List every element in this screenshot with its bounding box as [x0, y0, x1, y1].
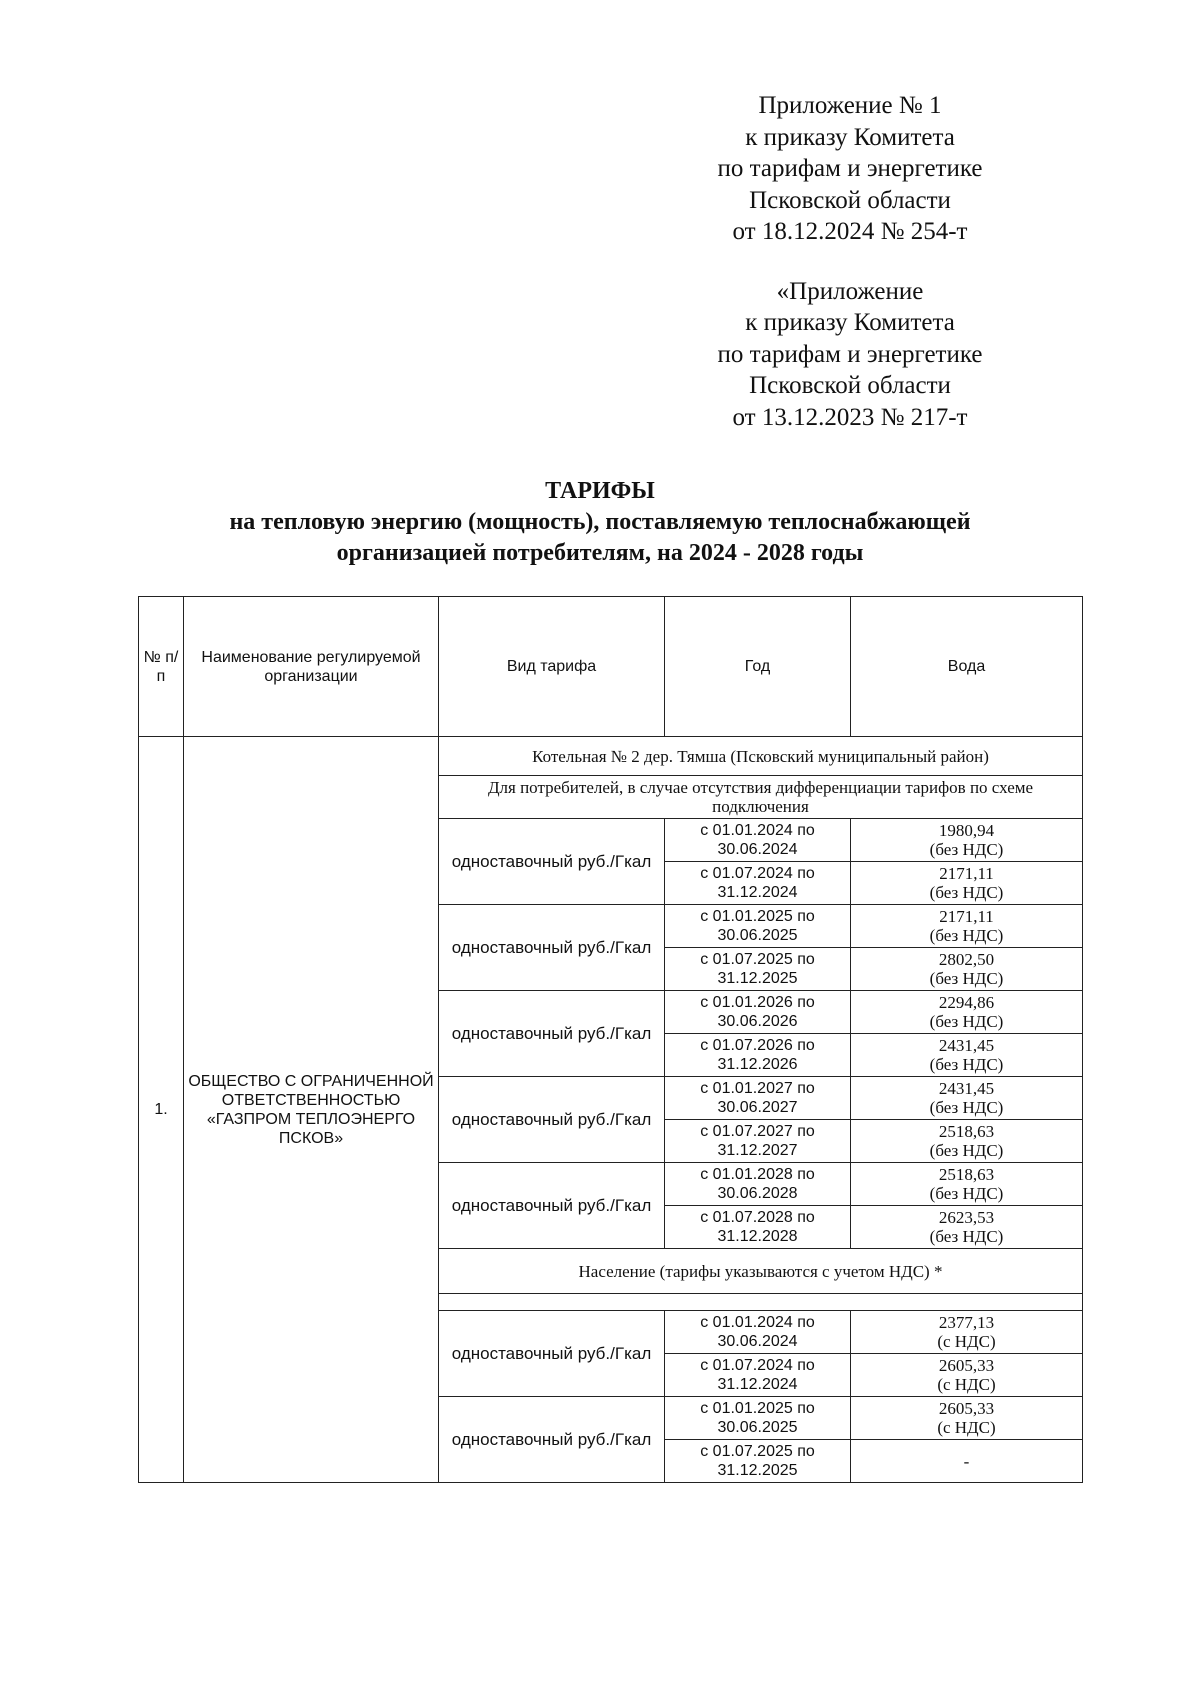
value-number: 2605,33: [938, 1399, 995, 1418]
period-cell: с 01.01.2027 по 30.06.2027: [665, 1077, 851, 1120]
tariff-value: [851, 1206, 1083, 1249]
appendix1-line: Приложение № 1: [758, 92, 942, 119]
tariff-value: [851, 1120, 1083, 1163]
appendix2-line: к приказу Комитета: [745, 309, 955, 336]
appendix-header: [640, 90, 1060, 433]
vat-note: (без НДС): [929, 926, 1004, 945]
vat-note: (без НДС): [929, 1184, 1004, 1203]
value-number: 2802,50: [938, 950, 995, 969]
value-number: 1980,94: [938, 821, 995, 840]
period-cell: с 01.07.2025 по 31.12.2025: [665, 948, 851, 991]
period-cell: с 01.01.2024 по 30.06.2024: [665, 1311, 851, 1354]
appendix1-line: Псковской области: [749, 186, 951, 214]
tariff-kind: одноставочный руб./Гкал: [439, 1077, 665, 1163]
header-num: № п/ п: [139, 597, 184, 737]
tariff-value: [851, 819, 1083, 862]
title-line: на тепловую энергию (мощность), поставляемую теплоснабжающей: [229, 509, 971, 535]
value-number: 2605,33: [938, 1356, 995, 1375]
tariff-value: [851, 862, 1083, 905]
vat-note: (без НДС): [929, 1055, 1004, 1074]
appendix1-line: от 18.12.2024 № 254-т: [732, 218, 968, 245]
tariff-kind: одноставочный руб./Гкал: [439, 1311, 665, 1397]
tariff-kind: одноставочный руб./Гкал: [439, 1397, 665, 1483]
tariff-value: [851, 1440, 1083, 1483]
org-name: ОБЩЕСТВО С ОГРАНИЧЕННОЙ ОТВЕТСТВЕННОСТЬЮ «ГАЗПРОМ ТЕПЛОЭНЕРГО ПСКОВ»: [184, 737, 439, 1483]
vat-note: (без НДС): [929, 1012, 1004, 1031]
tariff-kind: одноставочный руб./Гкал: [439, 991, 665, 1077]
period-cell: с 01.07.2028 по 31.12.2028: [665, 1206, 851, 1249]
title-line: организацией потребителям, на 2024 - 2028 годы: [336, 540, 864, 566]
tariff-value: [851, 948, 1083, 991]
tariff-value: [851, 1077, 1083, 1120]
appendix2-line: «Приложение: [776, 277, 924, 305]
vat-note: (без НДС): [929, 969, 1004, 988]
appendix2-line: от 13.12.2023 № 217-т: [732, 403, 968, 431]
vat-note: (без НДС): [929, 840, 1004, 859]
vat-note: (с НДС): [937, 1332, 996, 1351]
tariff-table: [138, 596, 1083, 1483]
tariff-kind: одноставочный руб./Гкал: [439, 1163, 665, 1249]
tariff-value: [851, 991, 1083, 1034]
title-line: ТАРИФЫ: [545, 478, 655, 504]
vat-note: (с НДС): [937, 1418, 996, 1437]
period-cell: с 01.07.2026 по 31.12.2026: [665, 1034, 851, 1077]
tariff-value: [851, 1311, 1083, 1354]
value-number: 2431,45: [938, 1036, 995, 1055]
header-org: Наименование регулируемой организации: [184, 597, 439, 737]
appendix1-line: к приказу Комитета: [745, 123, 955, 151]
value-number: 2623,53: [938, 1208, 995, 1227]
vat-note: (без НДС): [929, 1098, 1004, 1117]
tariff-value: [851, 1034, 1083, 1077]
population-section: Население (тарифы указываются с учетом НДС) *: [439, 1249, 1083, 1294]
vat-note: (без НДС): [929, 1227, 1004, 1246]
period-cell: с 01.01.2024 по 30.06.2024: [665, 819, 851, 862]
header-tariff-type: Вид тарифа: [439, 597, 665, 737]
vat-note: (без НДС): [929, 883, 1004, 902]
appendix2-line: Псковской области: [749, 372, 951, 399]
period-cell: с 01.01.2026 по 30.06.2026: [665, 991, 851, 1034]
table-header-row: [139, 597, 1083, 737]
value-number: 2518,63: [938, 1165, 995, 1184]
tariff-kind: одноставочный руб./Гкал: [439, 905, 665, 991]
tariff-value: [851, 1354, 1083, 1397]
consumers-section: Для потребителей, в случае отсутствия дифференциации тарифов по схеме подключения: [439, 776, 1083, 819]
tariff-value: [851, 1397, 1083, 1440]
period-cell: с 01.07.2025 по 31.12.2025: [665, 1440, 851, 1483]
tariff-value: [851, 905, 1083, 948]
value-number: 2431,45: [938, 1079, 995, 1098]
appendix2-line: по тарифам и энергетике: [717, 340, 983, 368]
value-number: 2294,86: [938, 993, 995, 1012]
period-cell: с 01.01.2028 по 30.06.2028: [665, 1163, 851, 1206]
header-water: Вода: [851, 597, 1083, 737]
vat-note: (с НДС): [937, 1375, 996, 1394]
period-cell: с 01.07.2024 по 31.12.2024: [665, 1354, 851, 1397]
table-row: [139, 737, 1083, 776]
row-number: 1.: [139, 737, 184, 1483]
period-cell: с 01.01.2025 по 30.06.2025: [665, 1397, 851, 1440]
value-number: -: [963, 1451, 970, 1471]
header-year: Год: [665, 597, 851, 737]
value-number: 2171,11: [939, 907, 994, 926]
value-number: 2377,13: [938, 1313, 995, 1332]
document-title: [120, 476, 1080, 569]
period-cell: с 01.07.2024 по 31.12.2024: [665, 862, 851, 905]
period-cell: с 01.07.2027 по 31.12.2027: [665, 1120, 851, 1163]
spacer-cell: [439, 1294, 1083, 1311]
tariff-value: [851, 1163, 1083, 1206]
value-number: 2171,11: [939, 864, 994, 883]
value-number: 2518,63: [938, 1122, 995, 1141]
vat-note: (без НДС): [929, 1141, 1004, 1160]
period-cell: с 01.01.2025 по 30.06.2025: [665, 905, 851, 948]
boiler-name: Котельная № 2 дер. Тямша (Псковский муниципальный район): [439, 737, 1083, 776]
header-spacer: [640, 248, 1060, 276]
appendix1-line: по тарифам и энергетике: [717, 155, 983, 182]
tariff-kind: одноставочный руб./Гкал: [439, 819, 665, 905]
